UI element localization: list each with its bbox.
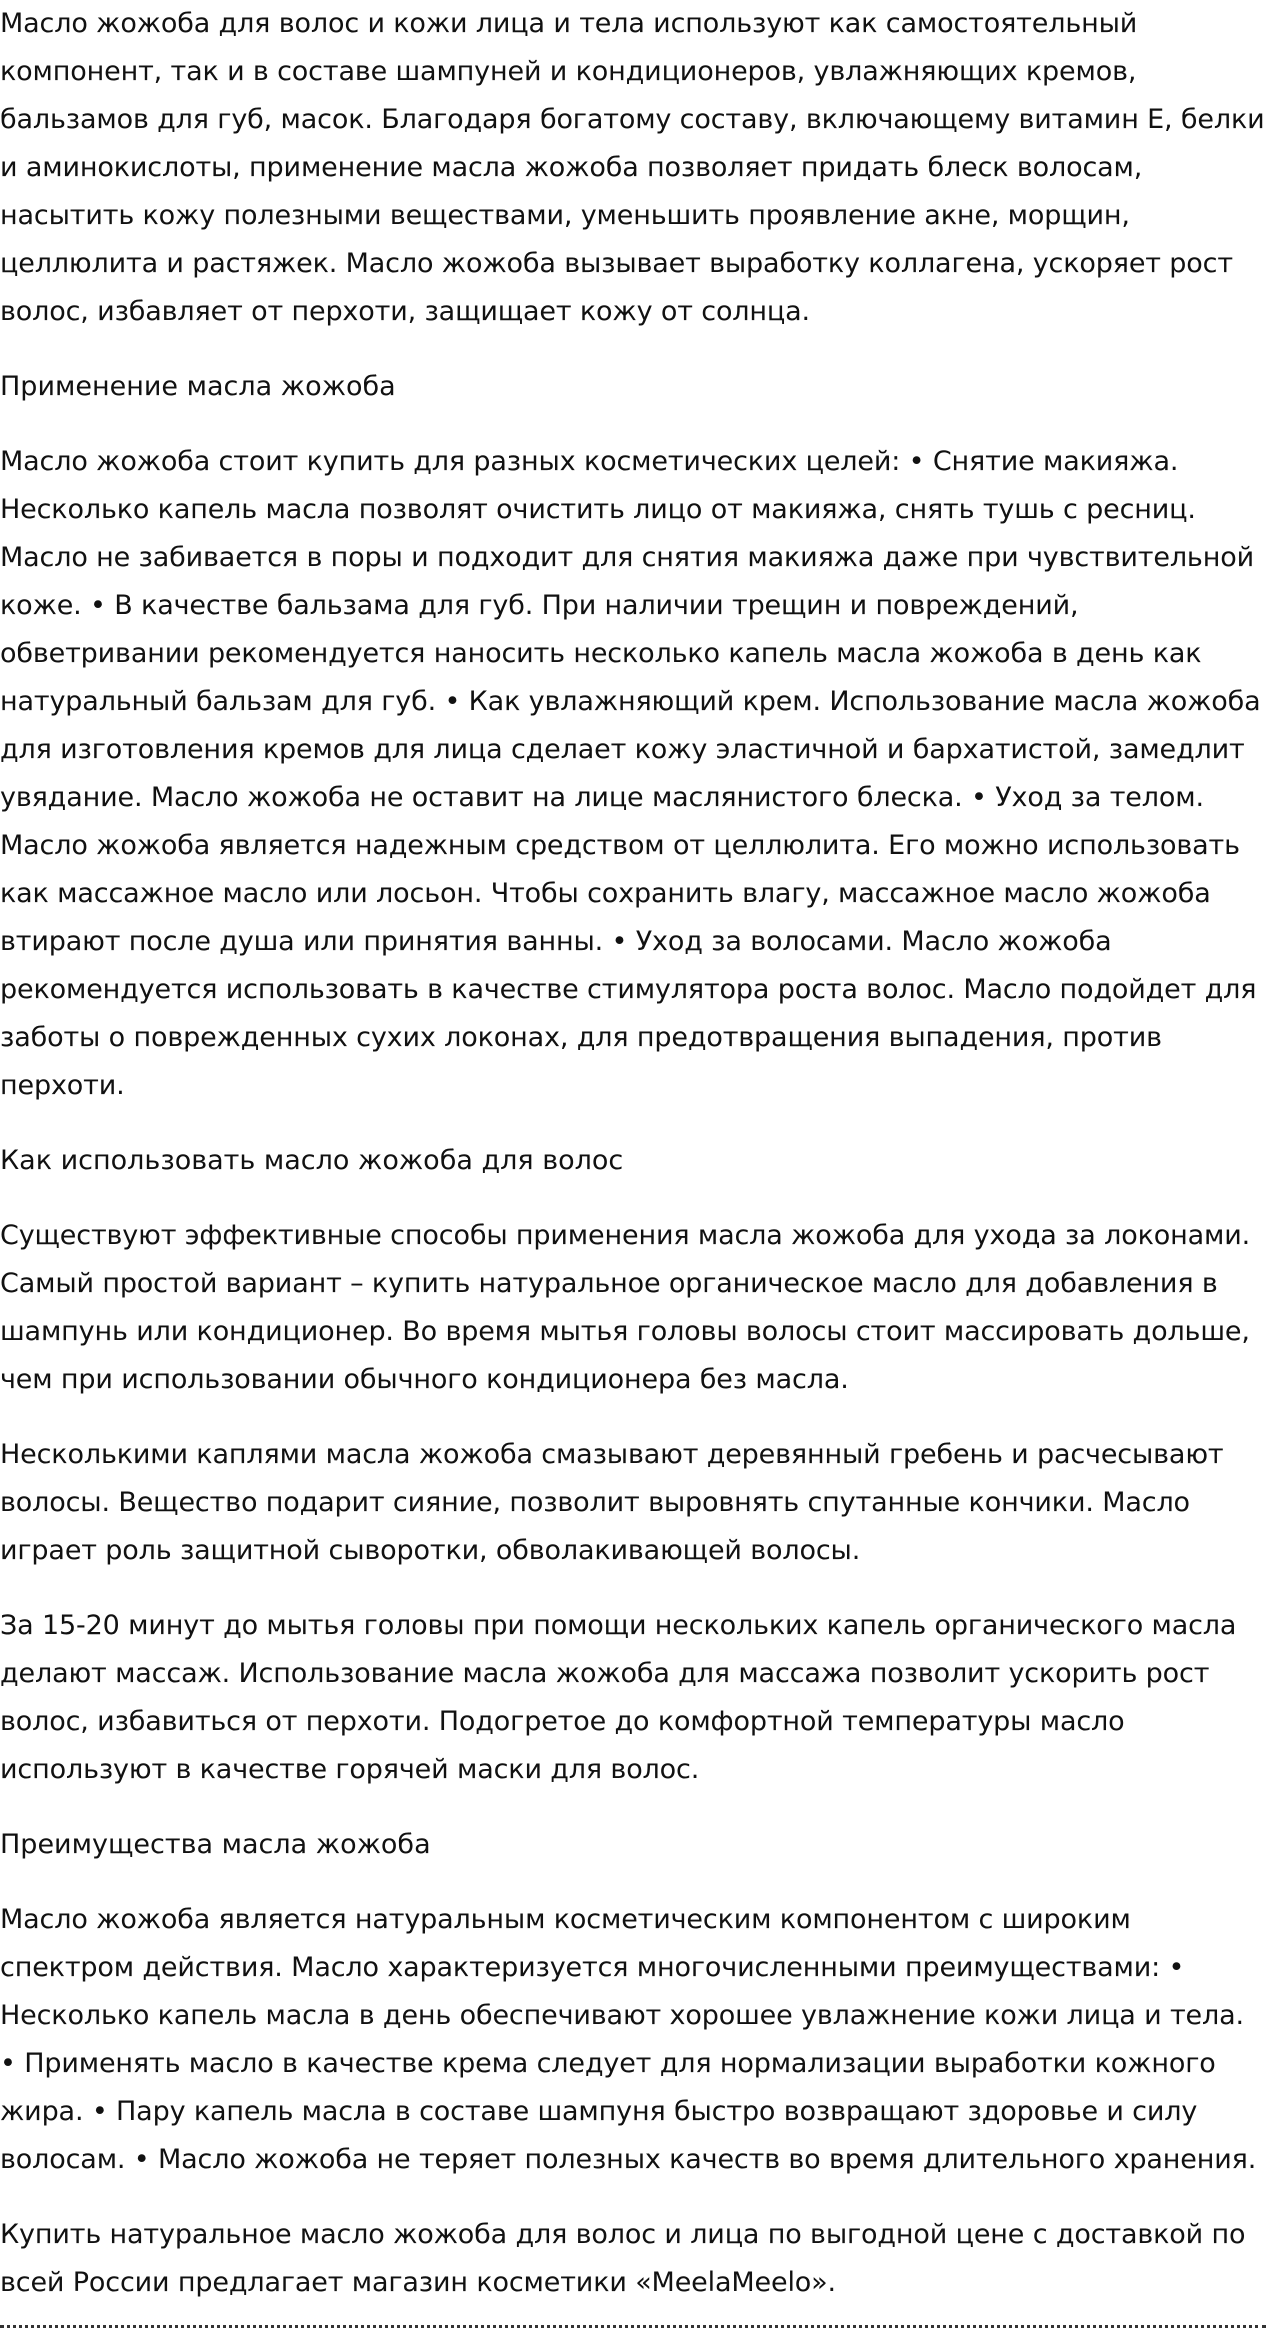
hair-paragraph-2: Несколькими каплями масла жожоба смазывают деревянный гребень и расчесывают волосы. Вещество подарит сияние, позволит выровнять спутанные кончики. Масло играет роль защитной сыворотки, обволакивающей волосы. — [0, 1439, 1224, 1566]
hair-paragraph-3: За 15-20 минут до мытья головы при помощи нескольких капель органического масла делают массаж. Использование масла жожоба для массажа позволит ускорить рост волос, избавиться от перхоти. Подогретое до комфортной температуры масло используют в качестве горячей маски для волос. — [0, 1610, 1237, 1785]
usage-paragraph: Масло жожоба стоит купить для разных косметических целей: • Снятие макияжа. Несколько капель масла позволят очистить лицо от макияжа, снять тушь с ресниц. Масло не забивается в поры и подходит для снятия макияжа даже при чувствительной коже. • В качестве бальзама для губ. При наличии трещин и повреждений, обветривании рекомендуется наносить несколько капель масла жожоба в день как натуральный бальзам для губ. • Как увлажняющий крем. Использование масла жожоба для изготовления кремов для лица сделает кожу эластичной и бархатистой, замедлит увядание. Масло жожоба не оставит на лице маслянистого блеска. • Уход за телом. Масло жожоба является надежным средством от целлюлита. Его можно использовать как массажное масло или лосьон. Чтобы сохранить влагу, массажное масло жожоба втирают после душа или принятия ванны. • Уход за волосами. Масло жожоба рекомендуется использовать в качестве стимулятора роста волос. Масло подойдет для заботы о поврежденных сухих локонах, для предотвращения выпадения, против перхоти. — [0, 446, 1261, 1101]
closing-paragraph: Купить натуральное масло жожоба для волос и лица по выгодной цене с доставкой по всей России предлагает магазин косметики «MeelaMeelo». — [0, 2219, 1246, 2298]
benefits-paragraph: Масло жожоба является натуральным косметическим компонентом с широким спектром действия. Масло характеризуется многочисленными преимуществами: • Несколько капель масла в день обеспечивают хорошее увлажнение кожи лица и тела. • Применять масло в качестве крема следует для нормализации выработки кожного жира. • Пару капель масла в составе шампуня быстро возвращают здоровье и силу волосам. • Масло жожоба не теряет полезных качеств во время длительного хранения. — [0, 1904, 1257, 2175]
hair-paragraph-1: Существуют эффективные способы применения масла жожоба для ухода за локонами. Самый простой вариант – купить натуральное органическое масло для добавления в шампунь или кондиционер. Во время мытья головы волосы стоит массировать дольше, чем при использовании обычного кондиционера без масла. — [0, 1220, 1251, 1395]
section-heading-usage: Применение масла жожоба — [0, 371, 396, 402]
intro-paragraph: Масло жожоба для волос и кожи лица и тела используют как самостоятельный компонент, так и в составе шампуней и кондиционеров, увлажняющих кремов, бальзамов для губ, масок. Благодаря богатому составу, включающему витамин Е, белки и аминокислоты, применение масла жожоба позволяет придать блеск волосам, насытить кожу полезными веществами, уменьшить проявление акне, морщин, целлюлита и растяжек. Масло жожоба вызывает выработку коллагена, ускоряет рост волос, избавляет от перхоти, защищает кожу от солнца. — [0, 8, 1265, 327]
section-heading-benefits: Преимущества масла жожоба — [0, 1829, 431, 1860]
section-heading-hair: Как использовать масло жожоба для волос — [0, 1145, 624, 1176]
